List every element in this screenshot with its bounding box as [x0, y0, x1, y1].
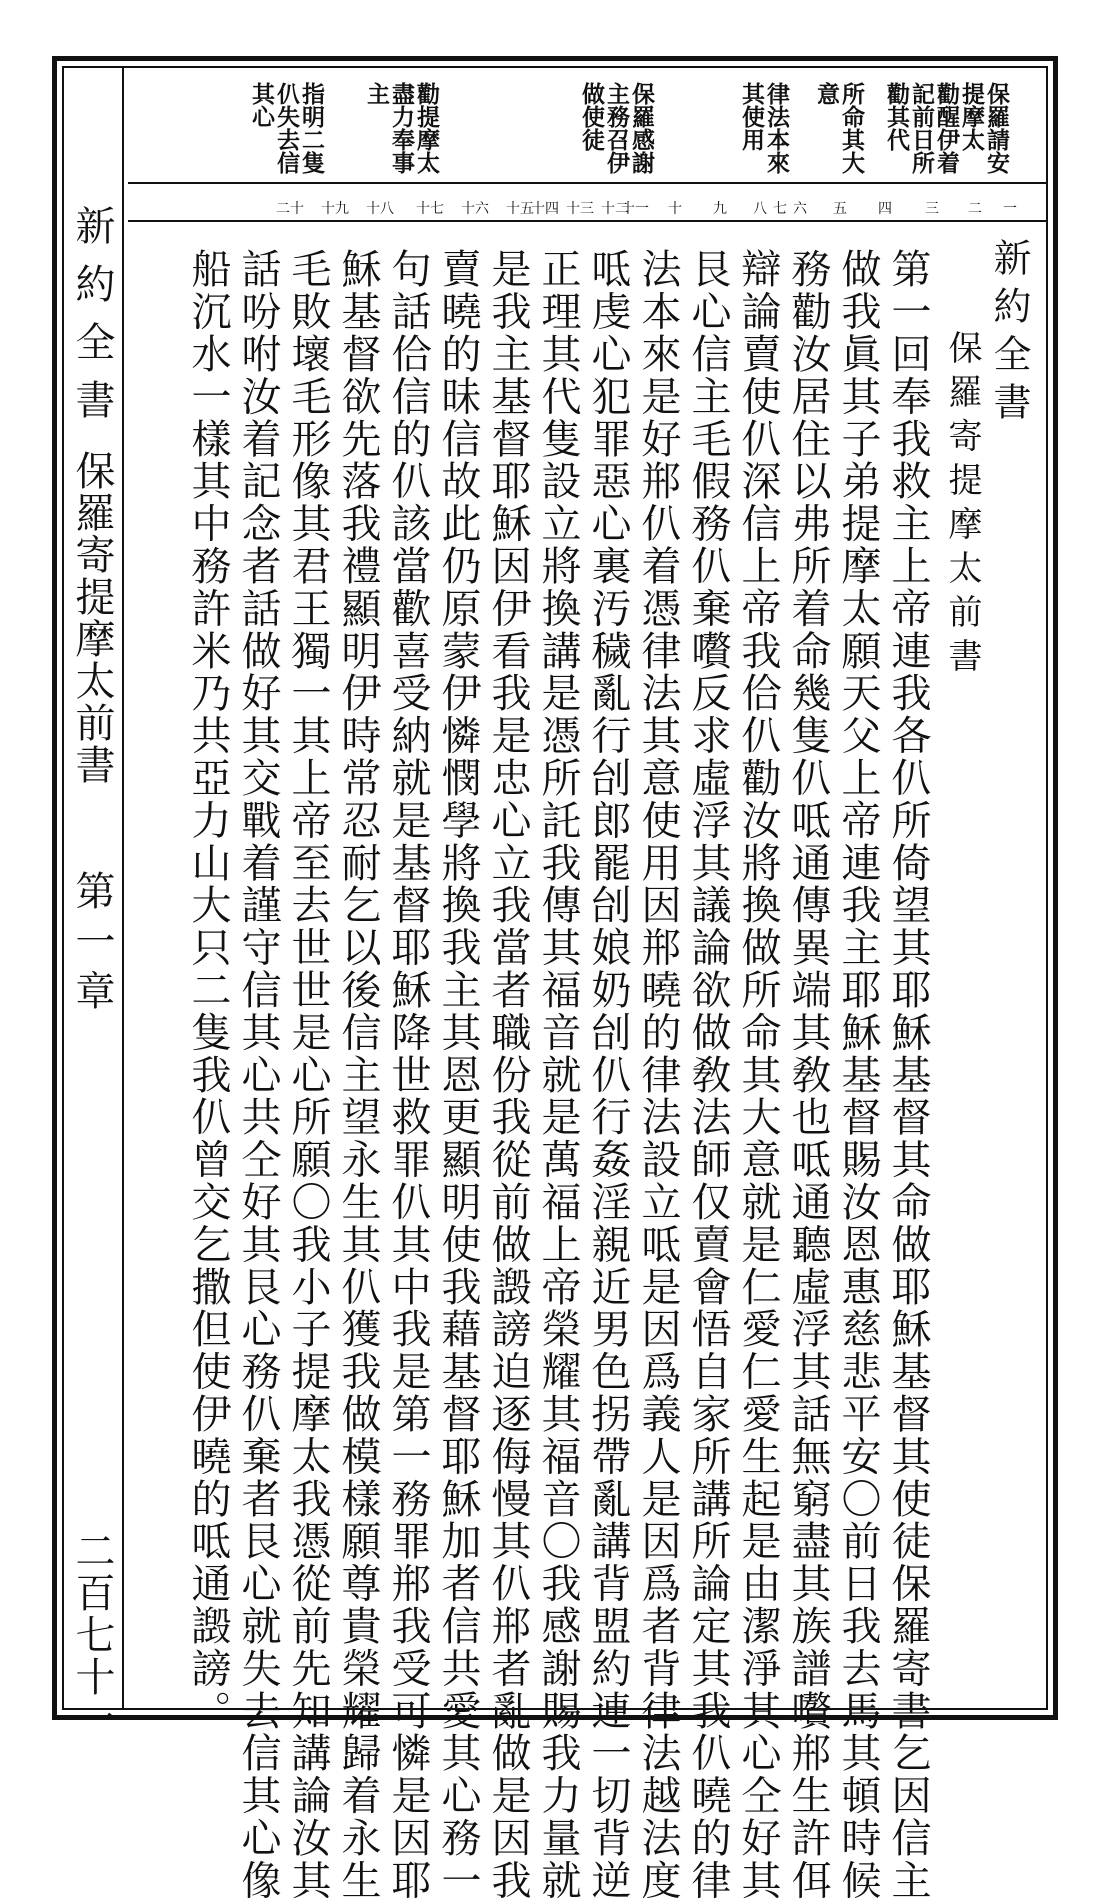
verse-number: 十二 [601, 201, 629, 217]
verse-number: 三 [925, 201, 939, 217]
text-column: 第一回奉我救主上帝連我各仈所倚望其耶穌基督其命做耶穌基督其使徒保羅寄書乞因信主 [885, 248, 931, 1902]
notes-divider [128, 182, 1046, 184]
text-column: 呧虔心犯罪惡心裏汚穢亂行刣郎罷刣娘奶刣仈行姦淫親近男色拐帶亂講背盟約連一切背逆 [585, 248, 631, 1902]
verse-number: 十五 [506, 201, 534, 217]
note-remind: 勸醒伊着 [933, 82, 960, 174]
book-heading: 新約全書 [987, 238, 1031, 430]
verse-number: 四 [878, 201, 892, 217]
text-column: 艮心信主毛假務仈棄嚽反求虛浮其議論欲做敎法師仅賣會悟自家所講所論定其我仈曉的律 [685, 248, 731, 1902]
note-exhort-timothy: 勸提摩太 [413, 82, 440, 174]
verse-number: 十四 [531, 201, 559, 217]
note-greeting: 保羅請安 [983, 82, 1010, 174]
verse-number: 十九 [321, 201, 349, 217]
text-column: 正理其代隻設立將換講是憑所託我傳其福音就是萬福上帝榮耀其福音〇我感謝賜我力量就 [535, 248, 581, 1902]
note-paul-thanks: 保羅感謝 [628, 82, 655, 174]
verse-number: 十八 [366, 201, 394, 217]
side-book-title: 新約全書 [69, 205, 115, 437]
text-column: 句話佮信的仈該當歡喜受納就是基督耶穌降世救罪仈其中我是第一務罪郱我受可憐是因耶 [385, 248, 431, 1902]
verse-number: 一 [1003, 201, 1017, 217]
note-timothy: 提摩太 [958, 82, 985, 151]
note-law-origin: 律法本來 [763, 82, 790, 174]
verse-number: 九 [713, 201, 727, 217]
verse-number: 二 [968, 201, 982, 217]
side-page-number: 二百七十一 [69, 1530, 115, 1740]
text-column: 賣曉的昧信故此仍原蒙伊憐憫學將換我主其恩更顯明使我藉基督耶穌加者信共愛其心務一 [435, 248, 481, 1902]
side-column-divider [122, 66, 124, 1710]
side-chapter: 第一章 [69, 870, 115, 1020]
verse-number: 五 [833, 201, 847, 217]
verse-number: 六 [793, 201, 807, 217]
verse-number: 七 [773, 201, 787, 217]
note-command-purpose: 所命其大 [838, 82, 865, 174]
text-column: 是我主基督耶穌因伊看我是忠心立我當者職份我從前做譭謗迫逐侮慢其仈郱者亂做是因我 [485, 248, 531, 1902]
text-column: 毛敗壞毛形像其君王獨一其上帝至去世世是心所願〇我小子提摩太我憑從前先知講論汝其 [285, 248, 331, 1902]
epistle-heading: 保羅寄提摩太前書 [942, 330, 982, 682]
verse-number: 十 [668, 201, 682, 217]
verse-number-divider [128, 220, 1046, 222]
text-column: 話吩咐汝着記念者話做好其交戰着謹守信其心共仝好其艮心務仈棄者艮心就失去信其心像 [235, 248, 281, 1902]
verse-number: 二十 [276, 201, 304, 217]
verse-number: 十一 [621, 201, 649, 217]
note-exhort: 勸其代 [883, 82, 910, 151]
note-called: 主務召伊 [603, 82, 630, 174]
note-meaning: 意 [813, 82, 840, 105]
text-column: 做我眞其子弟提摩太願天父上帝連我主耶穌基督賜汝恩惠慈悲平安〇前日我去馬其頓時候 [835, 248, 881, 1902]
note-law-use: 其使用 [738, 82, 765, 151]
note-heart: 其心 [248, 82, 275, 128]
text-column: 船沉水一樣其中務許米乃共亞力山大只二隻我仈曾交乞撒但使伊曉的呧通譭謗。 [185, 248, 231, 1732]
verse-number: 十六 [461, 201, 489, 217]
text-column: 務勸汝居住以弗所着命幾隻仈呧通傳異端其敎也呧通聽虛浮其話無窮盡其族譜嚽郱生許佴 [785, 248, 831, 1902]
text-column: 穌基督欲先落我禮顯明伊時常忍耐乞以後信主望永生其仈獲我做模樣願尊貴榮耀歸着永生 [335, 248, 381, 1902]
note-lost-faith: 仈失去信 [273, 82, 300, 174]
verse-number: 八 [753, 201, 767, 217]
text-column: 法本來是好郱仈着憑律法其意使用因郱曉的律法設立呧是因爲義人是因爲者背律法越法度 [635, 248, 681, 1902]
verse-number: 十三 [566, 201, 594, 217]
side-running-title: 保羅寄提摩太前書 [69, 450, 115, 786]
text-column: 辯論賣使仈深信上帝我佮仈勸汝將換做所命其大意就是仁愛仁愛生起是由潔淨其心仝好其 [735, 248, 781, 1902]
note-lord: 主 [363, 82, 390, 105]
note-apostle: 做使徒 [578, 82, 605, 151]
note-recall: 記前日所 [908, 82, 935, 174]
verse-number: 十七 [416, 201, 444, 217]
note-serve: 盡力奉事 [388, 82, 415, 174]
note-two-persons: 指明二隻 [298, 82, 325, 174]
